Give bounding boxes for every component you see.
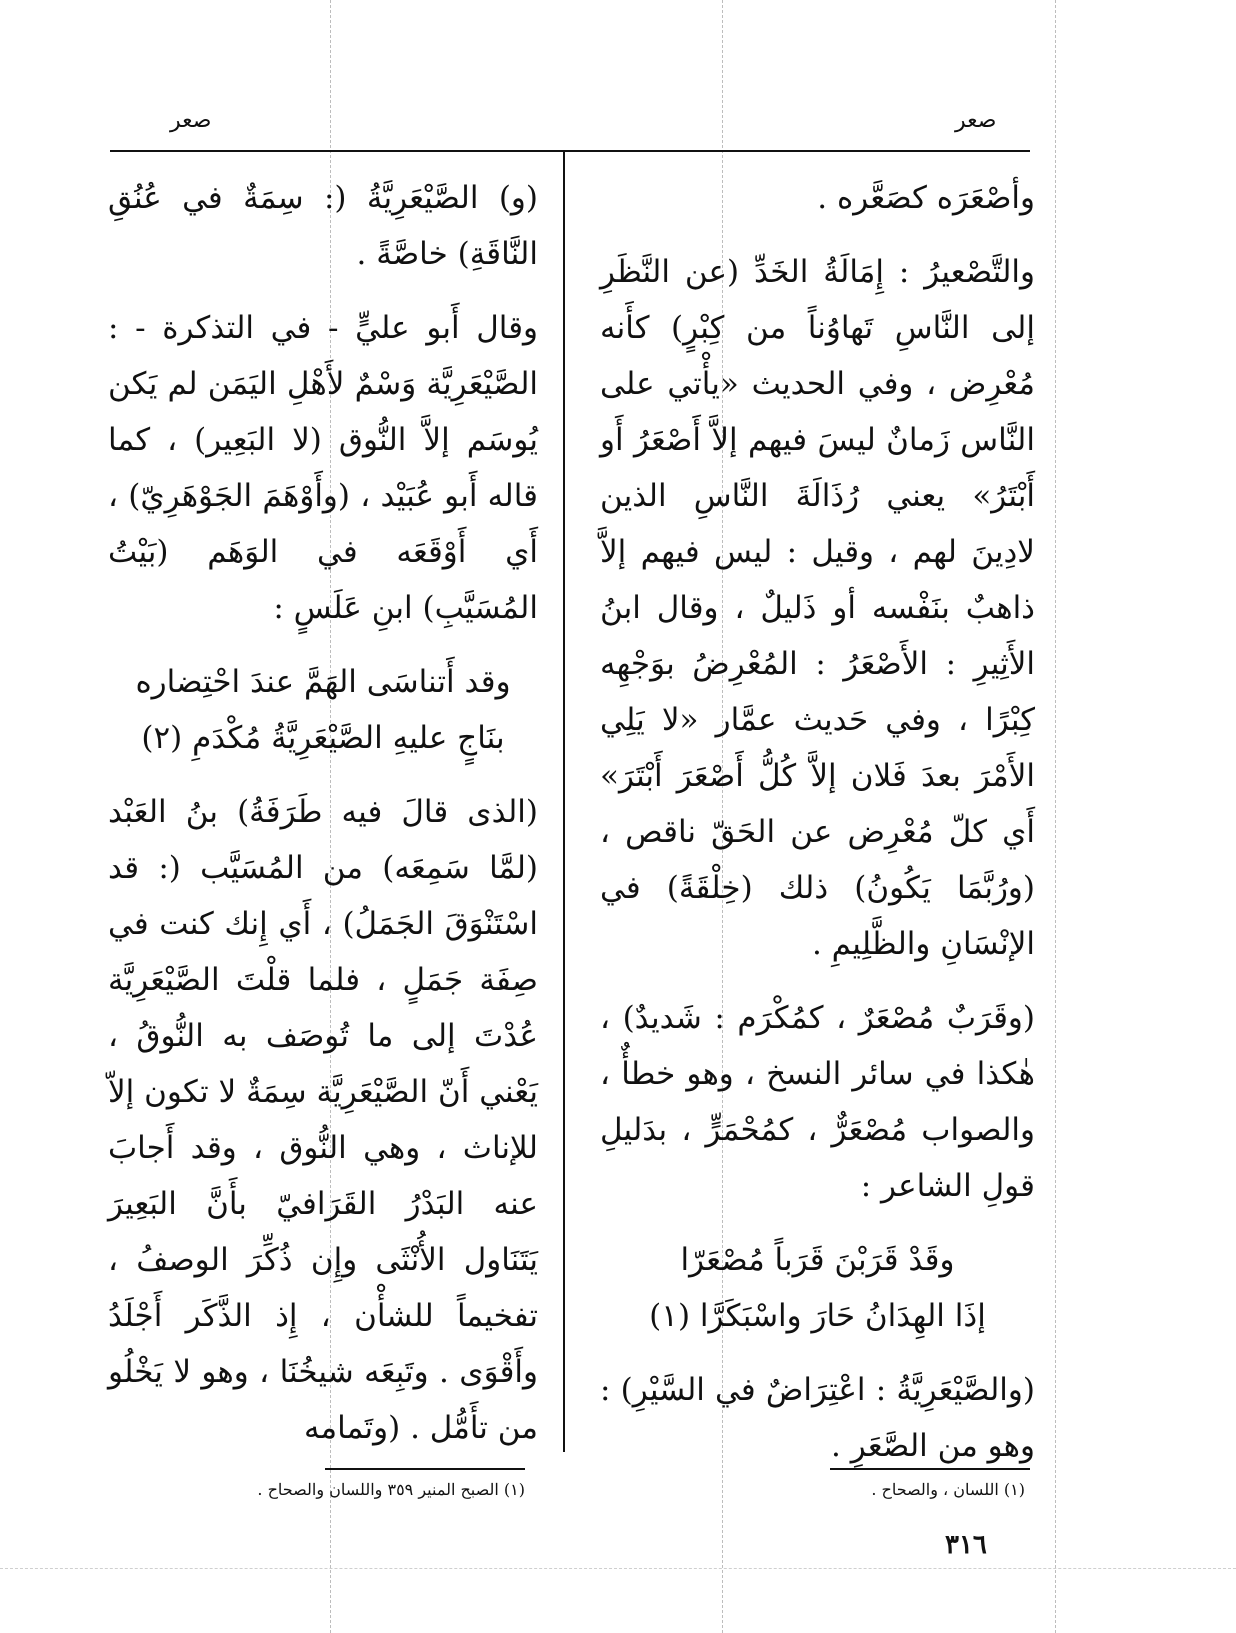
left-running-head: صعر (170, 108, 212, 133)
paragraph: (الذى قالَ فيه طَرَفَةُ) بنُ العَبْد (لمَّا سَمِعَه) من المُسَيَّب (: قد اسْتَنْوَقَ الجَمَلُ) ، أَي إِنك كنت في صِفَة جَمَلٍ ، فلما قلْتَ الصَّيْعَرِيَّة عُدْتَ إلى ما تُوصَف به النُّوقُ ، يَعْني أَنّ الصَّيْعَرِيَّة سِمَةٌ لا تكون إلاّ للإناث ، وهي النُّوق ، وقد أَجابَ عنه البَدْرُ القَرَافيّ بأَنَّ البَعِيرَ يَتَنَاول الأُنْثَى وإِن ذُكِّرَ الوصفُ ، تفخيماً للشأْن ، إِذ الذَّكَر أَجْلَدُ وأَقْوَى . وتَبِعَه شيخُنَا ، وهو لا يَخْلُو من تأَمُّل . (وتَمامه (108, 794, 538, 1446)
verse-line: وقَدْ قَرَبْنَ قَرَباً مُصْعَرّا (680, 1242, 955, 1278)
paragraph: والتَّصْعيرُ : إِمَالَةُ الخَدِّ (عن النَّظَرِ إلى النَّاسِ تَهاوُناً من كِبْرٍ) كأَنه مُعْرِض ، وفي الحديث «يأْتي على النَّاس زَمانٌ ليسَ فيهم إلاَّ أَصْعَرُ أَو أَبْتَرُ» يعني رُذَالَةَ النَّاسِ الذين لادِينَ لهم ، وقيل : ليس فيهم إلاَّ ذاهبٌ بنَفْسه أو ذَليلٌ ، وقال ابنُ الأَثِيرِ : الأَصْعَرُ : المُعْرِضُ بوَجْهِه كِبْرًا ، وفي حَديث عمَّار «لا يَلِي الأَمْرَ بعدَ فَلان إلاَّ كُلُّ أَصْعَرَ أَبْتَرَ» أَي كلّ مُعْرِض عن الحَقّ ناقص ، (ورُبَّمَا يَكُونُ) ذلك (خِلْقَةً) في الإنْسَانِ والظَّلِيمِ . (600, 254, 1035, 962)
header-rule (110, 150, 1030, 152)
verse-line: إذَا الهِدَانُ حَارَ واسْبَكَرَّا (١) (649, 1298, 986, 1334)
footnote-rule (830, 1468, 1030, 1470)
verse-line: بنَاجٍ عليهِ الصَّيْعَرِيَّةُ مُكْدَمِ (٢) (141, 720, 505, 756)
left-column (108, 170, 538, 1456)
paragraph: (و) الصَّيْعَرِيَّةُ (: سِمَةٌ في عُنُقِ النَّاقَةِ) خاصَّةً . (108, 180, 538, 272)
right-column (600, 170, 1035, 1474)
scan-artifact-line (1055, 0, 1056, 1633)
footnote-rule (325, 1468, 525, 1470)
scan-artifact-line (0, 1568, 1236, 1569)
page-number: ٣١٦ (945, 1530, 987, 1560)
paragraph: (وقَرَبٌ مُصْعَرٌ ، كمُكْرَم : شَديدٌ) ، هٰكذا في سائر النسخ ، وهو خطأٌ ، والصواب مُصْعَرٌّ ، كمُحْمَرٍّ ، بدَليلِ قولِ الشاعر : (600, 1000, 1035, 1204)
right-running-head: صعر (955, 108, 997, 133)
paragraph: (والصَّيْعَرِيَّةُ : اعْتِرَاضٌ في السَّيْرِ) : وهو من الصَّعَرِ . (600, 1372, 1035, 1464)
footnote-right: (١) اللسان ، والصحاح . (871, 1480, 1025, 1499)
verse-line: وقد أَتناسَى الهَمَّ عندَ احْتِضاره (135, 664, 511, 700)
paragraph: وأصْعَرَه كصَعَّره . (817, 180, 1035, 216)
paragraph: وقال أَبو عليٍّ - في التذكرة - : الصَّيْعَرِيَّة وَسْمٌ لأَهْلِ اليَمَن لم يَكن يُوسَم إلاَّ النُّوق (لا البَعِير) ، كما قاله أَبو عُبَيْد ، (وأَوْهَمَ الجَوْهَرِيّ) ، أَي أَوْقَعَه في الوَهَم (بَيْتُ المُسَيَّبِ) ابنِ عَلَسٍ : (108, 310, 538, 626)
footnote-left: (١) الصبح المنير ٣٥٩ واللسان والصحاح . (257, 1480, 525, 1499)
column-divider (563, 152, 565, 1452)
